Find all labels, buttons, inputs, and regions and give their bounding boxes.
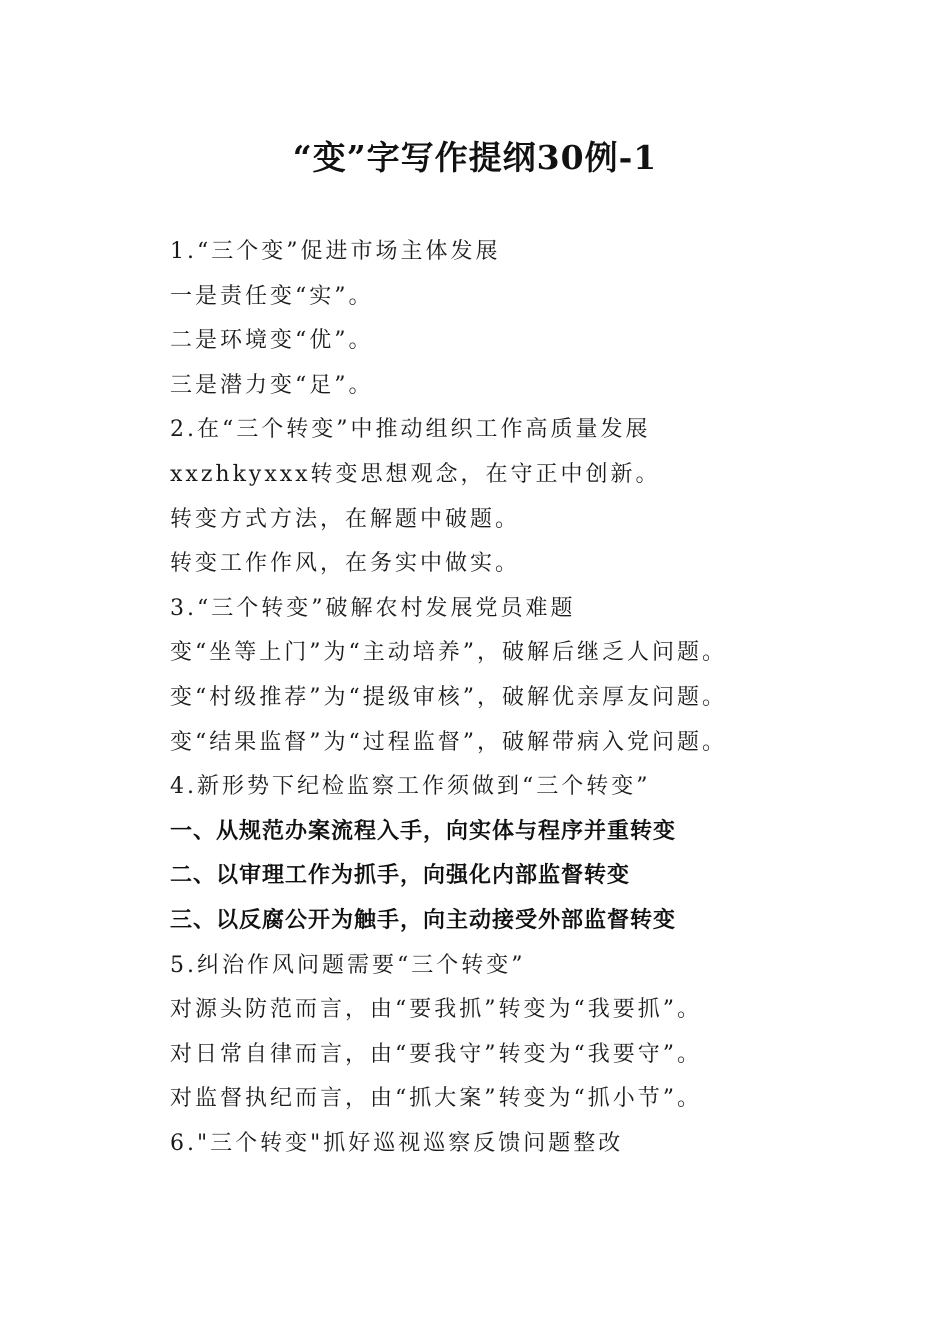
text-line: 三是潜力变“足”。 xyxy=(170,372,374,398)
text-line: 对监督执纪而言，由“抓大案”转变为“抓小节”。 xyxy=(170,1086,702,1112)
text-line: xxzhkyxxx转变思想观念，在守正中创新。 xyxy=(170,461,661,487)
text-line: 5.纠治作风问题需要“三个转变” xyxy=(170,952,526,978)
text-line: 对日常自律而言，由“要我守”转变为“我要守”。 xyxy=(170,1041,702,1067)
document-title: “变”字写作提纲30例-1 xyxy=(292,138,658,177)
text-line: 6."三个转变"抓好巡视巡察反馈问题整改 xyxy=(170,1130,624,1156)
text-line: 2.在“三个转变”中推动组织工作高质量发展 xyxy=(170,417,651,443)
bold-subheading-line: 二、以审理工作为抓手，向强化内部监督转变 xyxy=(170,863,631,889)
bold-subheading-line: 三、以反腐公开为触手，向主动接受外部监督转变 xyxy=(170,907,677,933)
text-line: 3.“三个转变”破解农村发展党员难题 xyxy=(170,595,576,621)
text-line: 一是责任变“实”。 xyxy=(170,283,374,309)
text-line: 转变方式方法，在解题中破题。 xyxy=(170,506,521,532)
text-line: 4.新形势下纪检监察工作须做到“三个转变” xyxy=(170,774,651,800)
document-body xyxy=(170,230,870,1166)
text-line: 变“村级推荐”为“提级审核”，破解优亲厚友问题。 xyxy=(170,684,727,710)
text-line: 变“坐等上门”为“主动培养”，破解后继乏人问题。 xyxy=(170,640,727,666)
text-line: 1.“三个变”促进市场主体发展 xyxy=(170,239,501,264)
text-line: 转变工作作风，在务实中做实。 xyxy=(170,551,521,577)
text-line: 变“结果监督”为“过程监督”，破解带病入党问题。 xyxy=(170,729,727,755)
bold-subheading-line: 一、从规范办案流程入手，向实体与程序并重转变 xyxy=(170,818,677,844)
text-line: 对源头防范而言，由“要我抓”转变为“我要抓”。 xyxy=(170,997,702,1023)
text-line: 二是环境变“优”。 xyxy=(170,328,374,354)
